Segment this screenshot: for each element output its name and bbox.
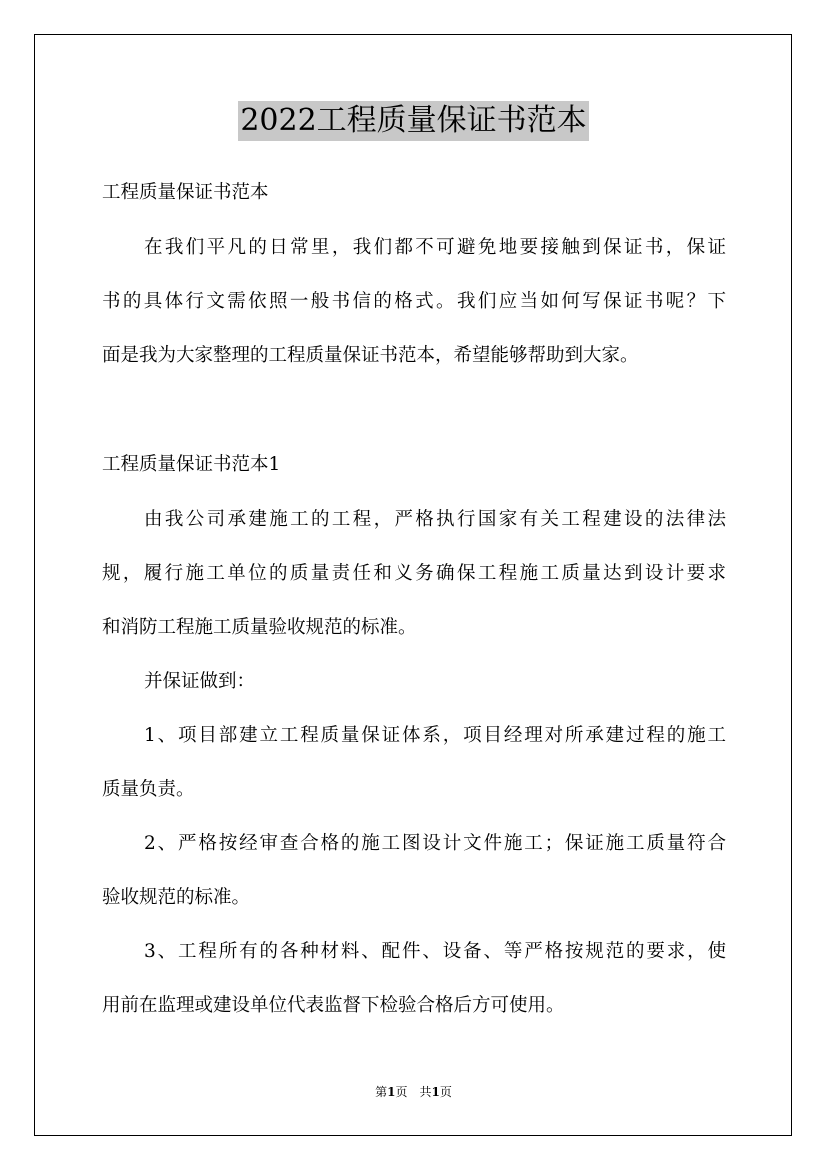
footer-page-number: 1 (387, 1085, 396, 1099)
intro-line-3: 面是我为大家整理的工程质量保证书范本，希望能够帮助到大家。 (102, 345, 639, 366)
item3-line-1: 3、工程所有的各种材料、配件、设备、等严格按规范的要求，使 (144, 941, 726, 962)
para1-line-2: 规，履行施工单位的质量责任和义务确保工程施工质量达到设计要求 (102, 563, 726, 584)
document-title (0, 100, 827, 141)
footer-prefix: 第 (375, 1085, 388, 1099)
para1-line-3: 和消防工程施工质量验收规范的标准。 (102, 617, 417, 638)
footer-page-total: 1 (431, 1085, 440, 1099)
section-heading-1: 工程质量保证书范本1 (102, 454, 281, 475)
page-footer (0, 1084, 827, 1100)
para2-line: 并保证做到： (144, 671, 256, 692)
document-title-text: 2022工程质量保证书范本 (238, 101, 588, 141)
footer-mid: 页 共 (395, 1085, 432, 1099)
item2-line-1: 2、严格按经审查合格的施工图设计文件施工；保证施工质量符合 (144, 833, 726, 854)
item1-line-1: 1、项目部建立工程质量保证体系，项目经理对所承建过程的施工 (144, 725, 726, 746)
item2-line-2: 验收规范的标准。 (102, 887, 251, 908)
item3-line-2: 用前在监理或建设单位代表监督下检验合格后方可使用。 (102, 995, 565, 1016)
footer-suffix: 页 (439, 1085, 452, 1099)
item1-line-2: 质量负责。 (102, 779, 195, 800)
intro-line-2: 书的具体行文需依照一般书信的格式。我们应当如何写保证书呢？下 (102, 291, 726, 312)
para1-line-1: 由我公司承建施工的工程，严格执行国家有关工程建设的法律法 (144, 509, 726, 530)
intro-line-1: 在我们平凡的日常里，我们都不可避免地要接触到保证书，保证 (144, 237, 726, 258)
section-heading: 工程质量保证书范本 (102, 182, 269, 203)
